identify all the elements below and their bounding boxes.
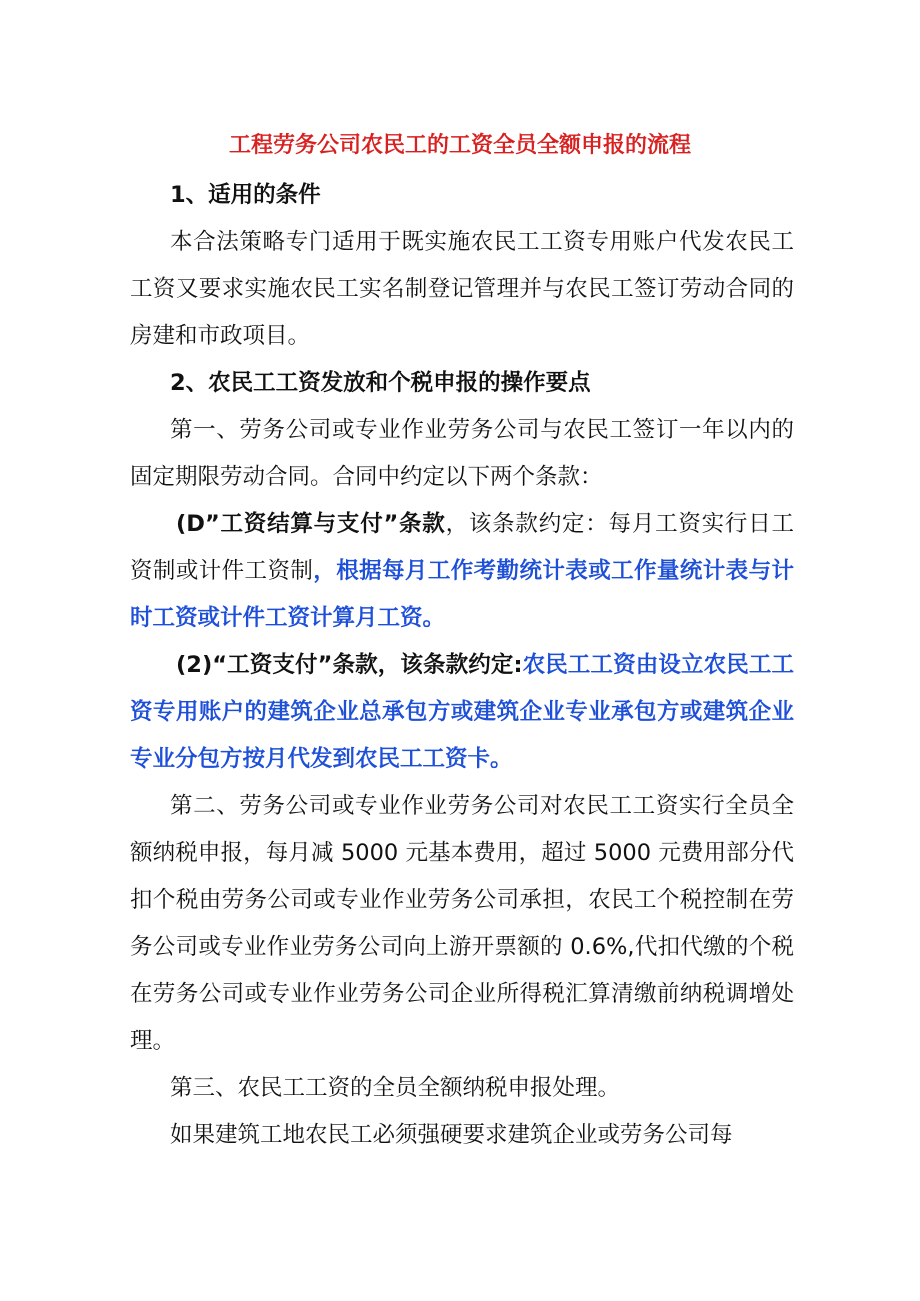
section-2-first-point: 第一、劳务公司或专业作业劳务公司与农民工签订一年以内的固定期限劳动合同。合同中约定以下两个条款： [130, 417, 794, 490]
section-2-third-point: 第三、农民工工资的全员全额纳税申报处理。 [170, 1075, 621, 1101]
clause-2-emphasis: 农民工工资由设立农民工工资专用账户的建筑企业总承包方或建筑企业专业承包方或建筑企业专业分包方按月代发到农民工工资卡。 [130, 652, 794, 772]
clause-2-label: (2)“工资支付”条款，该条款约定: [176, 652, 523, 678]
clause-2 [130, 642, 794, 783]
document-body [130, 172, 794, 1159]
section-2-heading: 2、农民工工资发放和个税申报的操作要点 [170, 370, 591, 396]
section-2-last-paragraph: 如果建筑工地农民工必须强硬要求建筑企业或劳务公司每 [170, 1122, 733, 1148]
section-1-heading: 1、适用的条件 [170, 182, 321, 208]
section-2-second-point: 第二、劳务公司或专业作业劳务公司对农民工工资实行全员全额纳税申报，每月减 5000 元基本费用，超过 5000 元费用部分代扣个税由劳务公司或专业作业劳务公司承担，农民工个税控制在劳务公司或专业作业劳务公司向上游开票额的 0.6%,代扣代缴的个税在劳务公司或专业作业劳务公司企业所得税汇算清缴前纳税调增处理。 [130, 793, 794, 1054]
document-title: 工程劳务公司农民工的工资全员全额申报的流程 [228, 133, 691, 158]
clause-1 [130, 501, 794, 642]
clause-1-label: (D”工资结算与支付”条款 [176, 511, 446, 537]
clause-1-emphasis: ，根据每月工作考勤统计表或工作量统计表与计时工资或计件工资计算月工资。 [130, 558, 794, 631]
clause-1-text: ，该条款约定：每月工资实行日工资制或计件工资制 [130, 511, 794, 584]
section-1-body: 本合法策略专门适用于既实施农民工工资专用账户代发农民工工资又要求实施农民工实名制登记管理并与农民工签订劳动合同的房建和市政项目。 [130, 229, 794, 349]
